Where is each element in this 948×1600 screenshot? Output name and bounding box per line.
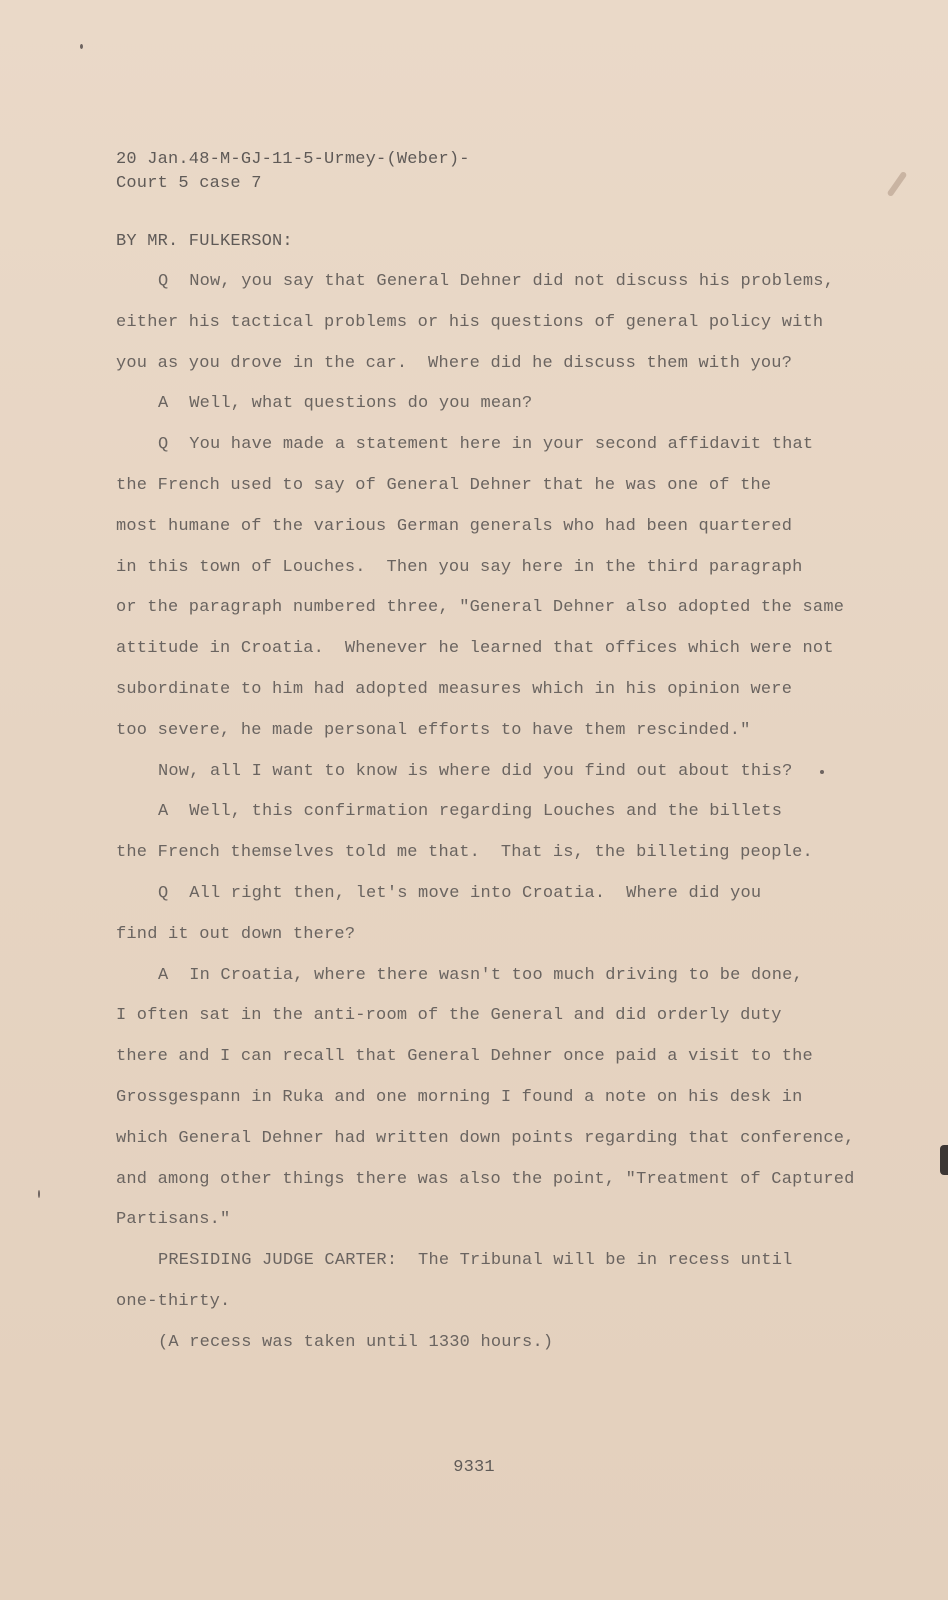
transcript-line: either his tactical problems or his questions of general policy with — [116, 312, 824, 332]
transcript-line: A Well, this confirmation regarding Louches and the billets — [158, 802, 783, 822]
speck-mark — [38, 1190, 40, 1198]
transcript-line: A In Croatia, where there wasn't too much driving to be done, — [158, 965, 803, 985]
transcript-line: the French themselves told me that. That is, the billeting people. — [116, 843, 813, 863]
transcript-line: find it out down there? — [116, 924, 356, 944]
paper-crease — [887, 171, 908, 197]
speck-mark — [80, 44, 83, 49]
transcript-line: one-thirty. — [116, 1291, 231, 1311]
header-line-2: Court 5 case 7 — [116, 174, 262, 193]
transcript-line: Partisans." — [116, 1210, 231, 1230]
transcript-line: most humane of the various German generals who had been quartered — [116, 516, 793, 536]
transcript-line: there and I can recall that General Dehner once paid a visit to the — [116, 1047, 813, 1067]
transcript-line: Now, all I want to know is where did you find out about this? — [158, 761, 793, 781]
transcript-line: in this town of Louches. Then you say here in the third paragraph — [116, 557, 803, 577]
transcript-line: or the paragraph numbered three, "General Dehner also adopted the same — [116, 598, 845, 618]
transcript-line: I often sat in the anti-room of the General and did orderly duty — [116, 1006, 782, 1026]
transcript-body — [116, 262, 856, 1364]
transcript-line: (A recess was taken until 1330 hours.) — [158, 1332, 554, 1352]
examiner-byline: BY MR. FULKERSON: — [116, 232, 293, 251]
transcript-line: subordinate to him had adopted measures which in his opinion were — [116, 679, 793, 699]
transcript-line: too severe, he made personal efforts to have them rescinded." — [116, 720, 751, 740]
page-number: 9331 — [453, 1458, 495, 1477]
binder-hole-mark — [940, 1145, 948, 1175]
transcript-line: which General Dehner had written down points regarding that conference, — [116, 1128, 855, 1148]
transcript-line: PRESIDING JUDGE CARTER: The Tribunal will be in recess until — [158, 1251, 793, 1271]
transcript-line: Grossgespann in Ruka and one morning I found a note on his desk in — [116, 1087, 803, 1107]
transcript-line: you as you drove in the car. Where did he discuss them with you? — [116, 353, 793, 373]
transcript-line: the French used to say of General Dehner that he was one of the — [116, 475, 772, 495]
transcript-line: Q All right then, let's move into Croatia. Where did you — [158, 883, 762, 903]
header-line-1: 20 Jan.48-M-GJ-11-5-Urmey-(Weber)- — [116, 150, 470, 169]
transcript-line: Q Now, you say that General Dehner did not discuss his problems, — [158, 272, 835, 291]
transcript-line: Q You have made a statement here in your second affidavit that — [158, 435, 814, 455]
transcript-line: A Well, what questions do you mean? — [158, 394, 533, 414]
transcript-line: and among other things there was also the point, "Treatment of Captured — [116, 1169, 855, 1189]
transcript-line: attitude in Croatia. Whenever he learned that offices which were not — [116, 639, 834, 659]
document-header — [116, 148, 470, 196]
